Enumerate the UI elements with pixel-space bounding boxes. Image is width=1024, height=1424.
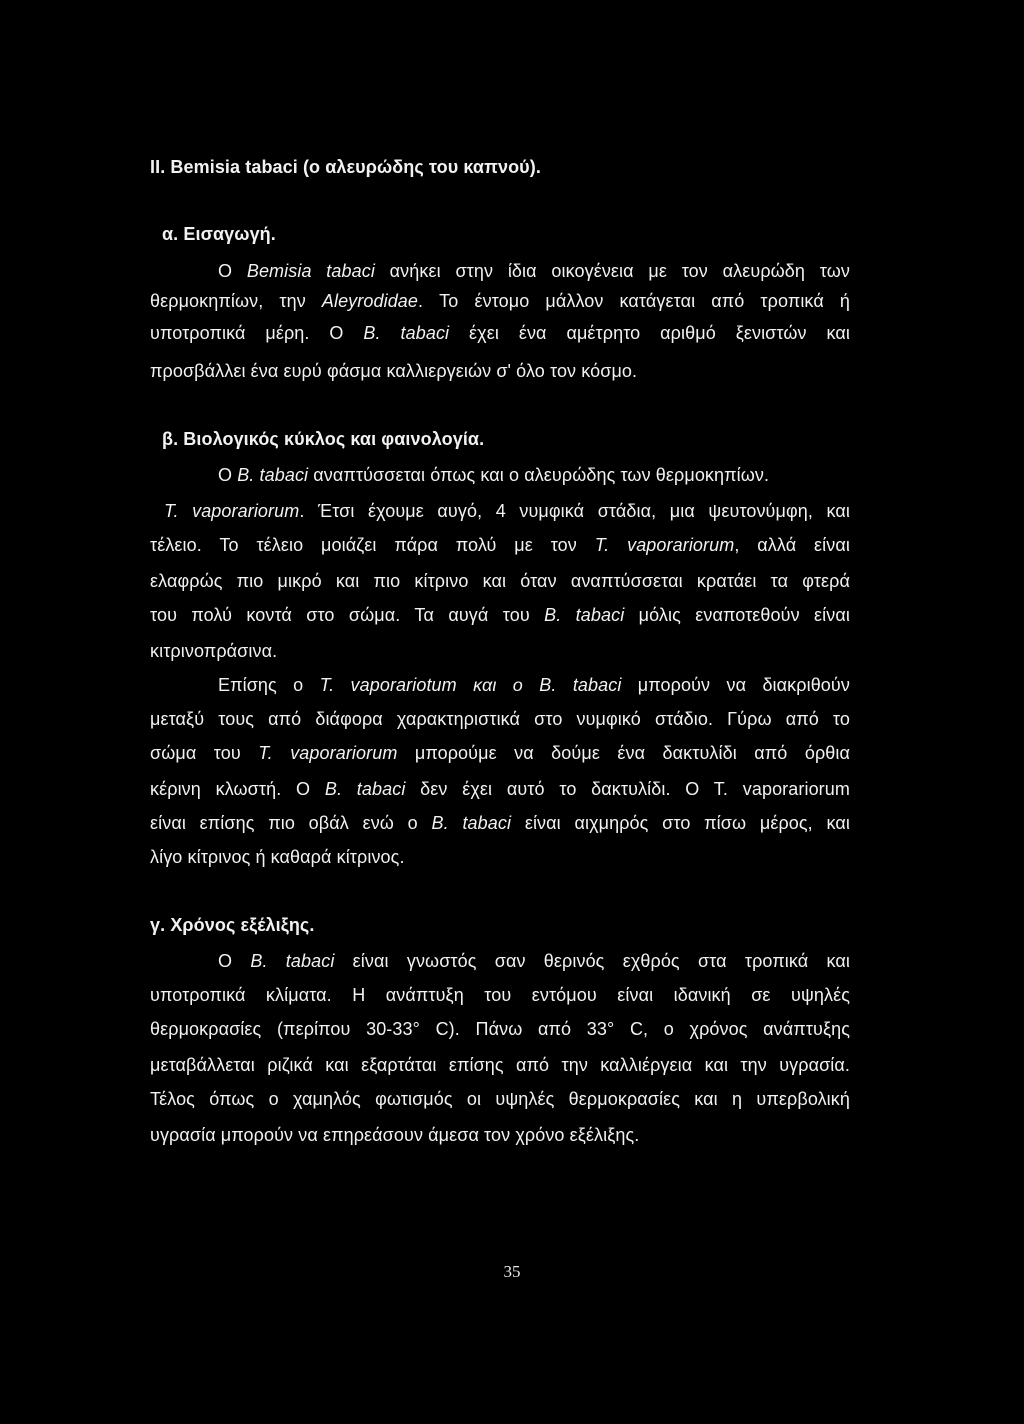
- paragraph-line: λίγο κίτρινος ή καθαρά κίτρινος.: [150, 847, 405, 867]
- paragraph-line: Ο B. tabaci είναι γνωστός σαν θερινός εχθρός στα τροπικά και: [218, 951, 850, 971]
- subsection-heading-introduction: α. Εισαγωγή.: [162, 224, 276, 244]
- paragraph-line: ελαφρώς πιο μικρό και πιο κίτρινο και όταν αναπτύσσεται κρατάει τα φτερά: [150, 571, 850, 591]
- paragraph-line: μεταξύ τους από διάφορα χαρακτηριστικά στο νυμφικό στάδιο. Γύρω από το: [150, 709, 850, 729]
- paragraph-line: τέλειο. Το τέλειο μοιάζει πάρα πολύ με τον T. vaporariorum, αλλά είναι: [150, 535, 850, 555]
- paragraph-line: του πολύ κοντά στο σώμα. Τα αυγά του B. tabaci μόλις εναποτεθούν είναι: [150, 605, 850, 625]
- paragraph-line: υποτροπικά μέρη. Ο B. tabaci έχει ένα αμέτρητο αριθμό ξενιστών και: [150, 323, 850, 343]
- paragraph-line: T. vaporariorum. Έτσι έχουμε αυγό, 4 νυμφικά στάδια, μια ψευτονύμφη, και: [164, 501, 850, 521]
- paragraph-line: θερμοκηπίων, την Aleyrodidae. Το έντομο μάλλον κατάγεται από τροπικά ή: [150, 291, 850, 311]
- paragraph-line: θερμοκρασίες (περίπου 30-33° C). Πάνω από 33° C, ο χρόνος ανάπτυξης: [150, 1019, 850, 1039]
- page-number: 35: [503, 1262, 521, 1281]
- paragraph-line: μεταβάλλεται ριζικά και εξαρτάται επίσης από την καλλιέργεια και την υγρασία.: [150, 1055, 850, 1075]
- paragraph-line: Τέλος όπως ο χαμηλός φωτισμός οι υψηλές θερμοκρασίες και η υπερβολική: [150, 1089, 850, 1109]
- paragraph-line: Ο B. tabaci αναπτύσσεται όπως και ο αλευρώδης των θερμοκηπίων.: [218, 465, 770, 485]
- paragraph-line: κιτρινοπράσινα.: [150, 641, 278, 661]
- paragraph-line: προσβάλλει ένα ευρύ φάσμα καλλιεργειών σ' όλο τον κόσμο.: [150, 361, 638, 381]
- paragraph-line: σώμα του T. vaporariorum μπορούμε να δούμε ένα δακτυλίδι από όρθια: [150, 743, 850, 763]
- paragraph-line: Ο Bemisia tabaci ανήκει στην ίδια οικογένεια με τον αλευρώδη των: [218, 261, 850, 281]
- paragraph-line: υποτροπικά κλίματα. Η ανάπτυξη του εντόμου είναι ιδανική σε υψηλές: [150, 985, 850, 1005]
- paragraph-line: υγρασία μπορούν να επηρεάσουν άμεσα τον χρόνο εξέλιξης.: [150, 1125, 640, 1145]
- paragraph-line: Επίσης ο T. vaporariotum και ο B. tabaci μπορούν να διακριθούν: [218, 675, 850, 695]
- paragraph-line: είναι επίσης πιο οβάλ ενώ ο B. tabaci είναι αιχμηρός στο πίσω μέρος, και: [150, 813, 850, 833]
- subsection-heading-development-time: γ. Χρόνος εξέλιξης.: [150, 915, 315, 935]
- section-title: II. Bemisia tabaci (ο αλευρώδης του καπνού).: [150, 157, 541, 177]
- subsection-heading-life-cycle: β. Βιολογικός κύκλος και φαινολογία.: [162, 429, 485, 449]
- paragraph-line: κέρινη κλωστή. Ο B. tabaci δεν έχει αυτό το δακτυλίδι. Ο Τ. vaporariorum: [150, 779, 850, 799]
